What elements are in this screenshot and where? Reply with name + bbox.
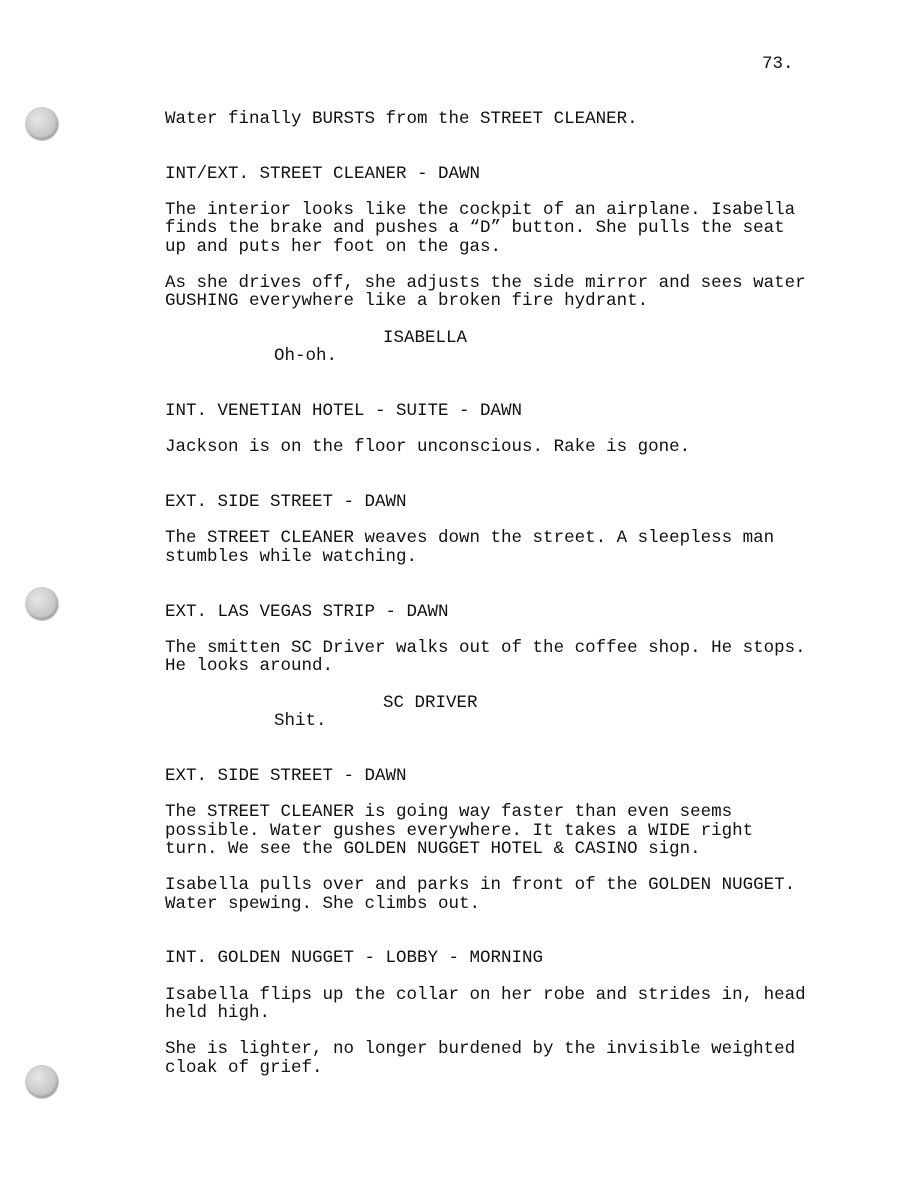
- dialogue-line: Oh-oh.: [274, 346, 338, 366]
- action-line: She is lighter, no longer burdened by the invisible weighted: [165, 1039, 796, 1059]
- binder-hole-top: [26, 108, 58, 140]
- action-line: The interior looks like the cockpit of an airplane. Isabella: [165, 200, 796, 220]
- action-line: He looks around.: [165, 656, 334, 676]
- binder-hole-middle: [26, 588, 58, 620]
- action-line: stumbles while watching.: [165, 547, 418, 567]
- page-number: 73.: [762, 54, 794, 74]
- action-line: Isabella pulls over and parks in front of the GOLDEN NUGGET.: [165, 875, 796, 895]
- binder-hole-bottom: [26, 1066, 58, 1098]
- action-line: As she drives off, she adjusts the side mirror and sees water: [165, 273, 806, 293]
- action-line: turn. We see the GOLDEN NUGGET HOTEL & CASINO sign.: [165, 839, 701, 859]
- scene-heading: INT/EXT. STREET CLEANER - DAWN: [165, 164, 481, 184]
- scene-heading: EXT. SIDE STREET - DAWN: [165, 492, 407, 512]
- action-line: GUSHING everywhere like a broken fire hydrant.: [165, 291, 649, 311]
- action-line: The smitten SC Driver walks out of the coffee shop. He stops.: [165, 638, 806, 658]
- character-name: ISABELLA: [383, 328, 468, 348]
- action-line: The STREET CLEANER weaves down the street. A sleepless man: [165, 528, 775, 548]
- action-line: up and puts her foot on the gas.: [165, 237, 502, 257]
- action-line: Water finally BURSTS from the STREET CLEANER.: [165, 109, 638, 129]
- action-line: held high.: [165, 1003, 271, 1023]
- action-line: cloak of grief.: [165, 1058, 323, 1078]
- scene-heading: EXT. LAS VEGAS STRIP - DAWN: [165, 602, 449, 622]
- action-line: Isabella flips up the collar on her robe and strides in, head: [165, 985, 806, 1005]
- dialogue-line: Shit.: [274, 711, 327, 731]
- action-line: possible. Water gushes everywhere. It takes a WIDE right: [165, 821, 754, 841]
- action-line: Water spewing. She climbs out.: [165, 894, 481, 914]
- scene-heading: EXT. SIDE STREET - DAWN: [165, 766, 407, 786]
- action-line: finds the brake and pushes a “D” button. She pulls the seat: [165, 218, 785, 238]
- scene-heading: INT. VENETIAN HOTEL - SUITE - DAWN: [165, 401, 523, 421]
- scene-heading: INT. GOLDEN NUGGET - LOBBY - MORNING: [165, 948, 544, 968]
- action-line: Jackson is on the floor unconscious. Rake is gone.: [165, 437, 691, 457]
- character-name: SC DRIVER: [383, 693, 478, 713]
- action-line: The STREET CLEANER is going way faster than even seems: [165, 802, 733, 822]
